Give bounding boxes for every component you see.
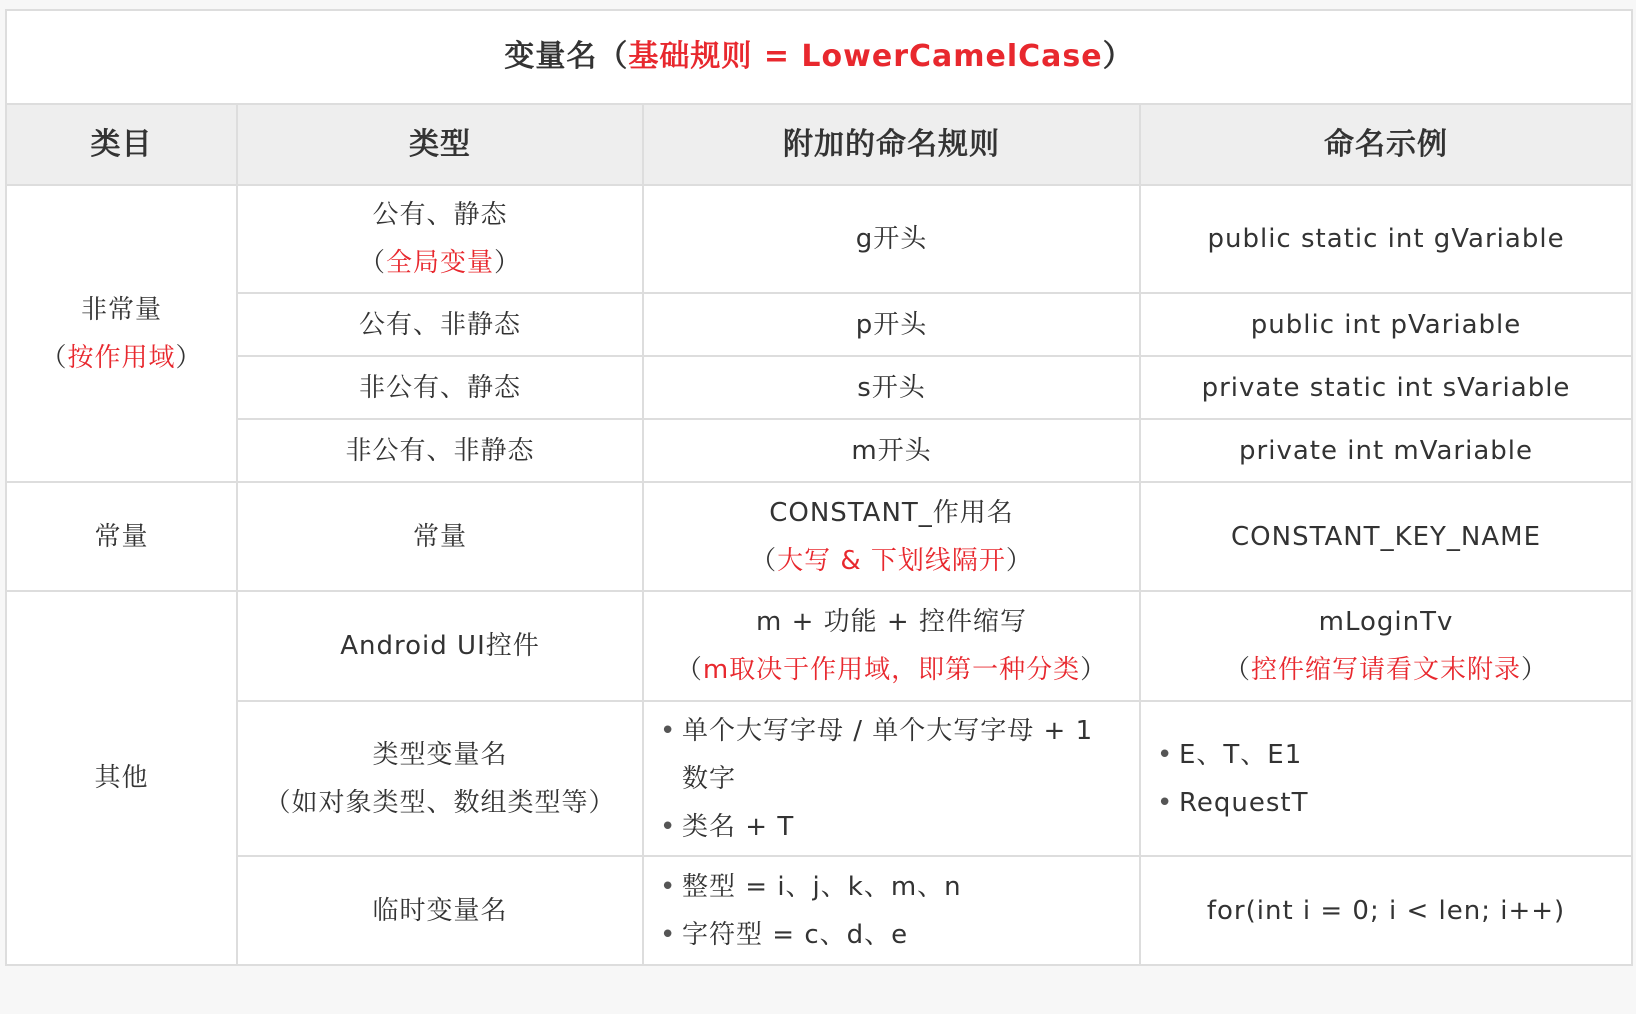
type-cell: 临时变量名 [237, 856, 643, 965]
example-note: 控件缩写请看文末附录 [1251, 655, 1522, 685]
header-example: 命名示例 [1140, 104, 1632, 185]
example-cell [1140, 701, 1632, 856]
list-item: • 类名 + T [658, 803, 1125, 851]
type-cell: 非公有、非静态 [237, 419, 643, 482]
rule-note: m取决于作用域，即第一种分类 [702, 655, 1081, 685]
example-cell: public int pVariable [1140, 293, 1632, 356]
category-other: 其他 [6, 591, 237, 965]
table-row [6, 701, 1632, 856]
header-category: 类目 [6, 104, 237, 185]
table-title-row [6, 10, 1632, 104]
rule-note: 大写 & 下划线隔开 [777, 545, 1006, 576]
table-header-row [6, 104, 1632, 185]
list-item: • E、T、E1 [1155, 731, 1617, 779]
example-cell: private int mVariable [1140, 419, 1632, 482]
rule-cell [643, 701, 1140, 856]
header-type: 类型 [237, 104, 643, 185]
table-row [6, 419, 1632, 482]
rule-cell: m + 功能 + 控件缩写 （m取决于作用域，即第一种分类） [643, 591, 1140, 701]
list-item: • 字符型 = c、d、e [658, 911, 1125, 959]
type-cell: 常量 [237, 482, 643, 591]
example-cell: CONSTANT_KEY_NAME [1140, 482, 1632, 591]
type-note: 全局变量 [385, 248, 494, 278]
type-cell: 非公有、静态 [237, 356, 643, 419]
list-item: • 整型 = i、j、k、m、n [658, 863, 1125, 911]
example-cell: public static int gVariable [1140, 185, 1632, 293]
rule-cell: CONSTANT_作用名 （大写 & 下划线隔开） [643, 482, 1140, 591]
rule-cell [643, 856, 1140, 965]
type-cell: 公有、静态 （全局变量） [237, 185, 643, 293]
type-sub: （如对象类型、数组类型等） [264, 787, 616, 818]
table-row [6, 482, 1632, 591]
category-label: 非常量 [80, 294, 162, 325]
naming-rules-table [5, 9, 1633, 966]
title-suffix: ） [1102, 39, 1134, 74]
title-prefix: 变量名（ [504, 39, 629, 74]
table-row [6, 356, 1632, 419]
rule-cell: s开头 [643, 356, 1140, 419]
category-const: 常量 [6, 482, 237, 591]
category-nonconst: 非常量 （按作用域） [6, 185, 237, 482]
type-cell: Android UI控件 [237, 591, 643, 701]
table-title [6, 10, 1632, 104]
type-cell: 公有、非静态 [237, 293, 643, 356]
rule-cell: p开头 [643, 293, 1140, 356]
table-row [6, 856, 1632, 965]
list-item: • 单个大写字母 / 单个大写字母 + 1 数字 [658, 707, 1125, 803]
table-row [6, 185, 1632, 293]
header-rule: 附加的命名规则 [643, 104, 1140, 185]
example-cell: mLoginTv （控件缩写请看文末附录） [1140, 591, 1632, 701]
table-row [6, 293, 1632, 356]
rule-cell: g开头 [643, 185, 1140, 293]
list-item: • RequestT [1155, 779, 1617, 827]
category-note: 按作用域 [67, 342, 176, 373]
example-cell: private static int sVariable [1140, 356, 1632, 419]
example-cell: for(int i = 0; i < len; i++) [1140, 856, 1632, 965]
title-highlight: 基础规则 = LowerCamelCase [628, 39, 1103, 74]
rule-cell: m开头 [643, 419, 1140, 482]
table-row [6, 591, 1632, 701]
type-cell: 类型变量名 （如对象类型、数组类型等） [237, 701, 643, 856]
